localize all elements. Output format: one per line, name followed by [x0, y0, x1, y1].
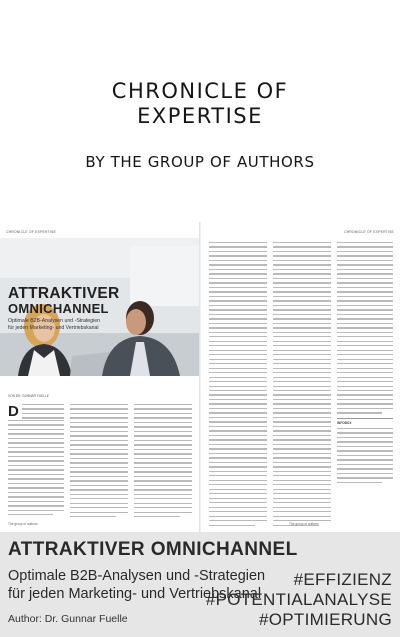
- text-column-3: [134, 404, 192, 521]
- text-column-6: [337, 242, 393, 417]
- spread-right-page: [201, 222, 400, 532]
- infobox-label: INFOBOX: [337, 421, 352, 425]
- article-subtitle-line2: für jeden Marketing- und Vertriebskanal: [8, 325, 99, 331]
- infobox-text: [337, 428, 393, 486]
- article-photo: [0, 238, 200, 376]
- banner-subtitle-line2: für jeden Marketing- und Vertriebskanal: [8, 586, 262, 602]
- folio-right: The group of authors: [289, 522, 319, 526]
- cover-title-line1: CHRONICLE OF: [111, 79, 289, 103]
- text-column-4: [209, 242, 267, 529]
- cover-header: [0, 0, 400, 220]
- text-column-1b: [8, 420, 64, 519]
- banner-author: Author: Dr. Gunnar Fuelle: [8, 613, 128, 625]
- folio-left: The group of authors: [8, 522, 38, 526]
- article-title-line1: ATTRAKTIVER: [8, 285, 120, 302]
- magazine-spread: [0, 222, 400, 532]
- text-column-5: [273, 242, 331, 529]
- hashtag-potentialanalyse: #POTENTIALANALYSE: [205, 590, 392, 609]
- hashtag-effizienz: #EFFIZIENZ: [293, 570, 392, 589]
- bottom-banner: [0, 532, 400, 637]
- cover-subtitle: BY THE GROUP OF AUTHORS: [85, 153, 315, 171]
- running-head-right: CHRONICLE OF EXPERTISE: [344, 230, 394, 234]
- infobox-divider: [337, 418, 393, 419]
- article-byline: VON DR. GUNNAR FUELLE: [8, 394, 49, 398]
- spread-left-page: [0, 222, 200, 532]
- banner-subtitle-line1: Optimale B2B-Analysen und -Strategien: [8, 568, 266, 584]
- article-dropcap: D: [8, 403, 19, 420]
- article-subtitle-line1: Optimale B2B-Analysen und -Strategien: [8, 318, 100, 324]
- cover-title-line2: EXPERTISE: [137, 104, 263, 128]
- article-title-line2: OMNICHANNEL: [8, 301, 109, 316]
- text-column-2: [70, 404, 128, 521]
- banner-title: ATTRAKTIVER OMNICHANNEL: [8, 539, 298, 560]
- hashtag-optimierung: #OPTIMIERUNG: [258, 610, 392, 629]
- running-head-left: CHRONICLE OF EXPERTISE: [6, 230, 56, 234]
